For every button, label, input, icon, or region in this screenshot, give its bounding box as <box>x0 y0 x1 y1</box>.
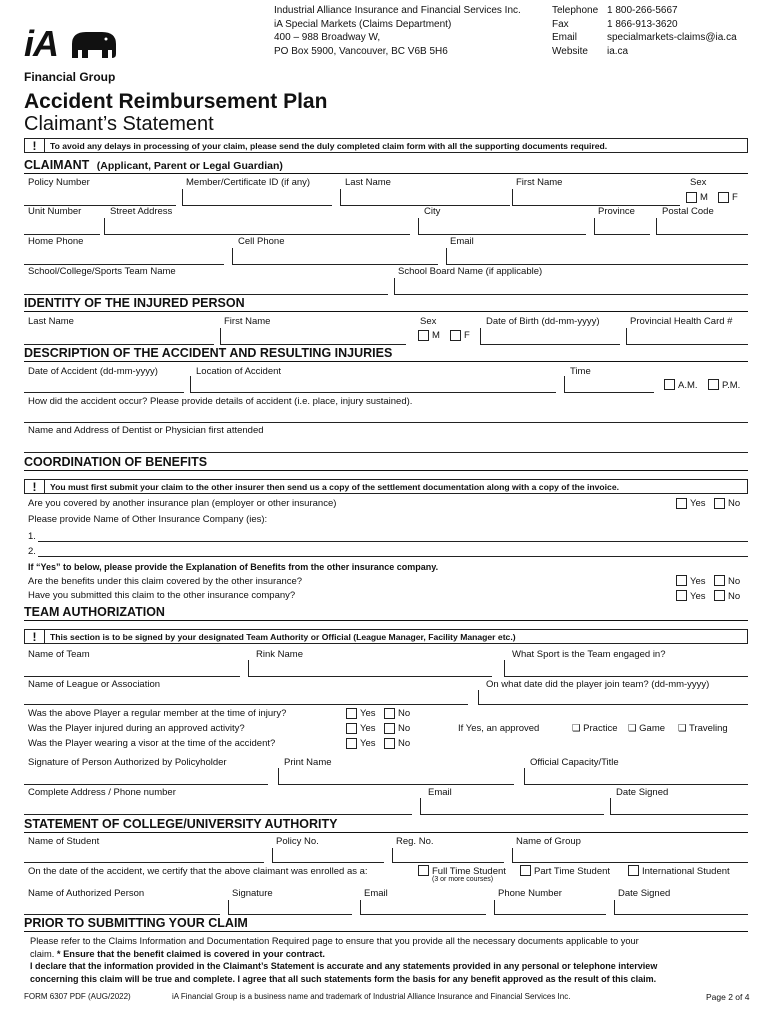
team-q3-no-checkbox[interactable] <box>384 738 395 749</box>
health-card-field[interactable] <box>626 344 748 345</box>
prior-p1c: * Ensure that the benefit claimed is covered in your contract. <box>56 948 326 959</box>
email-label: Email <box>450 236 474 247</box>
sex-label: Sex <box>690 177 707 188</box>
cell-phone-label: Cell Phone <box>238 236 285 247</box>
college-policy-no-label: Policy No. <box>276 836 319 847</box>
league-field[interactable] <box>24 704 468 705</box>
authorized-signature-field[interactable] <box>24 784 268 785</box>
school-team-label: School/College/Sports Team Name <box>28 266 176 277</box>
unit-number-label: Unit Number <box>28 206 82 217</box>
am-label: A.M. <box>678 380 698 391</box>
injured-first-name-field[interactable] <box>220 344 406 345</box>
full-time-note: (3 or more courses) <box>432 876 494 883</box>
cob-q2-yes-label: Yes <box>690 576 706 587</box>
street-address-label: Street Address <box>110 206 173 217</box>
email-field[interactable] <box>446 264 748 265</box>
full-time-label: Full Time Student <box>432 866 506 877</box>
team-q3-yes-checkbox[interactable] <box>346 738 357 749</box>
international-checkbox[interactable] <box>628 865 639 876</box>
cob-notice-box <box>24 479 748 494</box>
approved-activity-label: If Yes, an approved <box>458 723 540 734</box>
rink-name-field[interactable] <box>248 676 492 677</box>
team-email-label: Email <box>428 787 452 798</box>
accident-header: DESCRIPTION OF THE ACCIDENT AND RESULTING INJURIES <box>24 346 748 362</box>
company-line: Industrial Alliance Insurance and Financial Services Inc. <box>274 5 521 16</box>
prior-p2b: concerning this claim will be true and complete. I agree that all such statements form the basis for any benefit approved as the result of this claim. <box>30 973 657 984</box>
postal-code-field[interactable] <box>656 234 748 235</box>
accident-time-label: Time <box>570 366 591 377</box>
print-name-field[interactable] <box>278 784 514 785</box>
traveling-option[interactable]: ❑ Traveling <box>678 723 728 734</box>
team-q1-yes-checkbox[interactable] <box>346 708 357 719</box>
dob-label: Date of Birth (dd-mm-yyyy) <box>486 316 600 327</box>
join-date-field[interactable] <box>478 704 748 705</box>
college-policy-no-field[interactable] <box>272 862 384 863</box>
team-q3-label: Was the Player wearing a visor at the time of the accident? <box>28 738 276 749</box>
cob-q1-yes-checkbox[interactable] <box>676 498 687 509</box>
cob-q2-label: Are the benefits under this claim covered by the other insurance? <box>28 576 303 587</box>
cob-q3-no-checkbox[interactable] <box>714 590 725 601</box>
college-signature-field[interactable] <box>228 914 352 915</box>
team-name-label: Name of Team <box>28 649 90 660</box>
contact-website[interactable]: ia.ca <box>607 45 629 57</box>
contact-label: Email <box>552 32 578 43</box>
injured-last-name-label: Last Name <box>28 316 74 327</box>
injured-sex-m-label: M <box>432 330 440 341</box>
team-header: TEAM AUTHORIZATION <box>24 605 748 621</box>
student-name-field[interactable] <box>24 862 264 863</box>
logo-group: Financial Group <box>24 70 116 84</box>
am-checkbox[interactable] <box>664 379 675 390</box>
notice-box <box>24 138 748 153</box>
enrolled-label: On the date of the accident, we certify that the above claimant was enrolled as a: <box>28 866 368 877</box>
accident-date-label: Date of Accident (dd-mm-yyyy) <box>28 366 158 377</box>
team-q2-no-label: No <box>398 723 411 734</box>
city-label: City <box>424 206 441 217</box>
reg-no-field[interactable] <box>392 862 504 863</box>
address-phone-label: Complete Address / Phone number <box>28 787 176 798</box>
team-notice-text: This section is to be signed by your designated Team Authority or Official (League Manager, Facility Manager etc.) <box>50 631 516 642</box>
authorized-person-field[interactable] <box>24 914 220 915</box>
contact-telephone: 1 800-266-5667 <box>607 5 678 16</box>
home-phone-label: Home Phone <box>28 236 84 247</box>
group-name-label: Name of Group <box>516 836 581 847</box>
company-line: iA Special Markets (Claims Department) <box>274 18 452 30</box>
cob-q3-label: Have you submitted this claim to the other insurance company? <box>28 590 296 601</box>
cob-q2-no-checkbox[interactable] <box>714 575 725 586</box>
sex-m-label: M <box>700 192 708 203</box>
cob-q1-label: Are you covered by another insurance plan (employer or other insurance) <box>28 498 337 509</box>
cob-q1-no-checkbox[interactable] <box>714 498 725 509</box>
team-q1-no-checkbox[interactable] <box>384 708 395 719</box>
cob-q2-yes-checkbox[interactable] <box>676 575 687 586</box>
contact-label: Telephone <box>552 5 599 16</box>
college-email-label: Email <box>364 888 388 899</box>
sex-f-checkbox[interactable] <box>718 192 729 203</box>
last-name-label: Last Name <box>345 177 391 188</box>
health-card-label: Provincial Health Card # <box>630 316 733 327</box>
pm-checkbox[interactable] <box>708 379 719 390</box>
exclamation-icon: ! <box>25 139 45 152</box>
page-subtitle: Claimant’s Statement <box>24 113 214 135</box>
cell-phone-field[interactable] <box>232 264 438 265</box>
cob-q1-yes-label: Yes <box>690 498 706 509</box>
accident-how-label: How did the accident occur? Please provide details of accident (i.e. place, injury sustained). <box>28 396 413 407</box>
game-option[interactable]: ❑ Game <box>628 723 666 734</box>
injured-header: IDENTITY OF THE INJURED PERSON <box>24 296 748 312</box>
notice-text: To avoid any delays in processing of your claim, please send the duly completed claim form with all the supporting documents required. <box>50 140 608 151</box>
accident-time-field[interactable] <box>564 392 654 393</box>
reg-no-label: Reg. No. <box>396 836 434 847</box>
contact-values <box>607 4 737 58</box>
team-q2-no-checkbox[interactable] <box>384 723 395 734</box>
practice-option[interactable]: ❑ Practice <box>572 723 618 734</box>
company-line: PO Box 5900, Vancouver, BC V6B 5H6 <box>274 45 448 57</box>
college-date-signed-label: Date Signed <box>618 888 671 899</box>
cob-other-insurer-1-field[interactable] <box>38 541 748 542</box>
dob-field[interactable] <box>480 344 620 345</box>
sex-m-checkbox[interactable] <box>686 192 697 203</box>
sport-field[interactable] <box>504 676 748 677</box>
team-q2-yes-label: Yes <box>360 723 376 734</box>
team-date-signed-label: Date Signed <box>616 787 669 798</box>
cob-q3-yes-checkbox[interactable] <box>676 590 687 601</box>
injured-sex-m-checkbox[interactable] <box>418 330 429 341</box>
postal-code-label: Postal Code <box>662 206 714 217</box>
college-phone-field[interactable] <box>494 914 606 915</box>
student-name-label: Name of Student <box>28 836 100 847</box>
part-time-checkbox[interactable] <box>520 865 531 876</box>
claimant-header: CLAIMANT (Applicant, Parent or Legal Guardian) <box>24 158 748 174</box>
province-label: Province <box>598 206 635 217</box>
print-name-label: Print Name <box>284 757 332 768</box>
trademark-text: iA Financial Group is a business name and trademark of Industrial Alliance Insurance and Financial Services Inc. <box>172 992 571 1001</box>
member-id-label: Member/Certificate ID (if any) <box>186 177 311 188</box>
contact-email[interactable]: specialmarkets-claims@ia.ca <box>607 32 737 43</box>
team-q2-label: Was the Player injured during an approved activity? <box>28 723 245 734</box>
team-email-field[interactable] <box>420 814 604 815</box>
logo <box>24 23 124 86</box>
elephant-icon <box>68 30 120 60</box>
cob-q3-yes-label: Yes <box>690 591 706 602</box>
team-q3-yes-label: Yes <box>360 738 376 749</box>
team-q1-yes-label: Yes <box>360 708 376 719</box>
first-name-field[interactable] <box>512 205 680 206</box>
team-q1-label: Was the above Player a regular member at the time of injury? <box>28 708 287 719</box>
page-number: Page 2 of 4 <box>706 992 750 1002</box>
cob-q1-no-label: No <box>728 498 741 509</box>
group-name-field[interactable] <box>512 862 748 863</box>
team-q3-no-label: No <box>398 738 411 749</box>
college-email-field[interactable] <box>360 914 486 915</box>
school-board-label: School Board Name (if applicable) <box>398 266 543 277</box>
first-name-label: First Name <box>516 177 563 188</box>
signature-label: Signature of Person Authorized by Policyholder <box>28 757 227 768</box>
address-phone-field[interactable] <box>24 814 412 815</box>
injured-sex-f-label: F <box>464 330 470 341</box>
accident-location-label: Location of Accident <box>196 366 282 377</box>
part-time-label: Part Time Student <box>534 866 611 877</box>
dentist-label: Name and Address of Dentist or Physician first attended <box>28 425 264 436</box>
home-phone-field[interactable] <box>24 264 224 265</box>
accident-location-field[interactable] <box>190 392 556 393</box>
exclamation-icon: ! <box>25 630 45 643</box>
rink-name-label: Rink Name <box>256 649 303 660</box>
cob-notice-text: You must first submit your claim to the other insurer then send us a copy of the settlement documentation along with a copy of the invoice. <box>50 481 620 492</box>
contact-labels <box>552 4 598 58</box>
prior-text <box>30 935 754 985</box>
province-field[interactable] <box>594 234 650 235</box>
cob-line2-label: 2. <box>28 546 36 557</box>
street-address-field[interactable] <box>104 234 410 235</box>
team-q2-yes-checkbox[interactable] <box>346 723 357 734</box>
capacity-label: Official Capacity/Title <box>530 757 619 768</box>
form-number: FORM 6307 PDF (AUG/2022) <box>24 992 131 1001</box>
team-date-signed-field[interactable] <box>610 814 748 815</box>
company-line: 400 – 988 Broadway W, <box>274 32 381 43</box>
pm-label: P.M. <box>722 380 741 391</box>
cob-q3-no-label: No <box>728 591 741 602</box>
injured-first-name-label: First Name <box>224 316 271 327</box>
cob-q2-no-label: No <box>728 576 741 587</box>
cob-header: COORDINATION OF BENEFITS <box>24 455 748 471</box>
logo-brand: iA <box>24 23 58 64</box>
school-team-field[interactable] <box>24 294 388 295</box>
injured-sex-f-checkbox[interactable] <box>450 330 461 341</box>
authorized-person-label: Name of Authorized Person <box>28 888 145 899</box>
cob-other-name-label: Please provide Name of Other Insurance Company (ies): <box>28 514 268 525</box>
exclamation-icon: ! <box>25 480 45 493</box>
cob-line1-label: 1. <box>28 531 36 542</box>
cob-other-insurer-2-field[interactable] <box>38 556 748 557</box>
prior-header: PRIOR TO SUBMITTING YOUR CLAIM <box>24 916 748 932</box>
cob-if-yes-text: If “Yes” to below, please provide the Explanation of Benefits from the other insurance company. <box>28 562 439 572</box>
prior-p2a: I declare that the information provided in the Claimant’s Statement is accurate and any statements provided in any personal or telephone interview <box>30 961 658 971</box>
international-label: International Student <box>642 866 730 877</box>
page-title: Accident Reimbursement Plan <box>24 90 328 113</box>
college-phone-label: Phone Number <box>498 888 562 899</box>
college-header: STATEMENT OF COLLEGE/UNIVERSITY AUTHORITY <box>24 817 748 833</box>
team-q1-no-label: No <box>398 708 411 719</box>
college-date-signed-field[interactable] <box>614 914 748 915</box>
accident-how-field[interactable] <box>24 422 748 423</box>
accident-date-field[interactable] <box>24 392 184 393</box>
unit-number-field[interactable] <box>24 234 100 235</box>
contact-fax: 1 866-913-3620 <box>607 18 678 30</box>
policy-number-label: Policy Number <box>28 177 90 188</box>
capacity-field[interactable] <box>524 784 748 785</box>
member-id-field[interactable] <box>182 205 332 206</box>
league-label: Name of League or Association <box>28 679 161 690</box>
city-field[interactable] <box>418 234 586 235</box>
contact-label: Fax <box>552 18 569 30</box>
company-address <box>274 4 521 58</box>
sex-f-label: F <box>732 192 738 203</box>
dentist-field[interactable] <box>24 452 748 453</box>
injured-sex-label: Sex <box>420 316 437 327</box>
contact-label: Website <box>552 45 588 57</box>
college-signature-label: Signature <box>232 888 273 899</box>
prior-p1b: claim. <box>30 948 55 959</box>
join-date-label: On what date did the player join team? (dd-mm-yyyy) <box>486 679 710 690</box>
team-notice-box <box>24 629 748 644</box>
claimant-header-sub: (Applicant, Parent or Legal Guardian) <box>96 160 283 172</box>
injured-last-name-field[interactable] <box>24 344 214 345</box>
prior-p1a: Please refer to the Claims Information and Documentation Required page to ensure that you provide all the necessary documents applicable to your <box>30 936 639 946</box>
full-time-checkbox[interactable] <box>418 865 429 876</box>
team-name-field[interactable] <box>24 676 240 677</box>
sport-label: What Sport is the Team engaged in? <box>512 649 666 660</box>
school-board-field[interactable] <box>394 294 748 295</box>
